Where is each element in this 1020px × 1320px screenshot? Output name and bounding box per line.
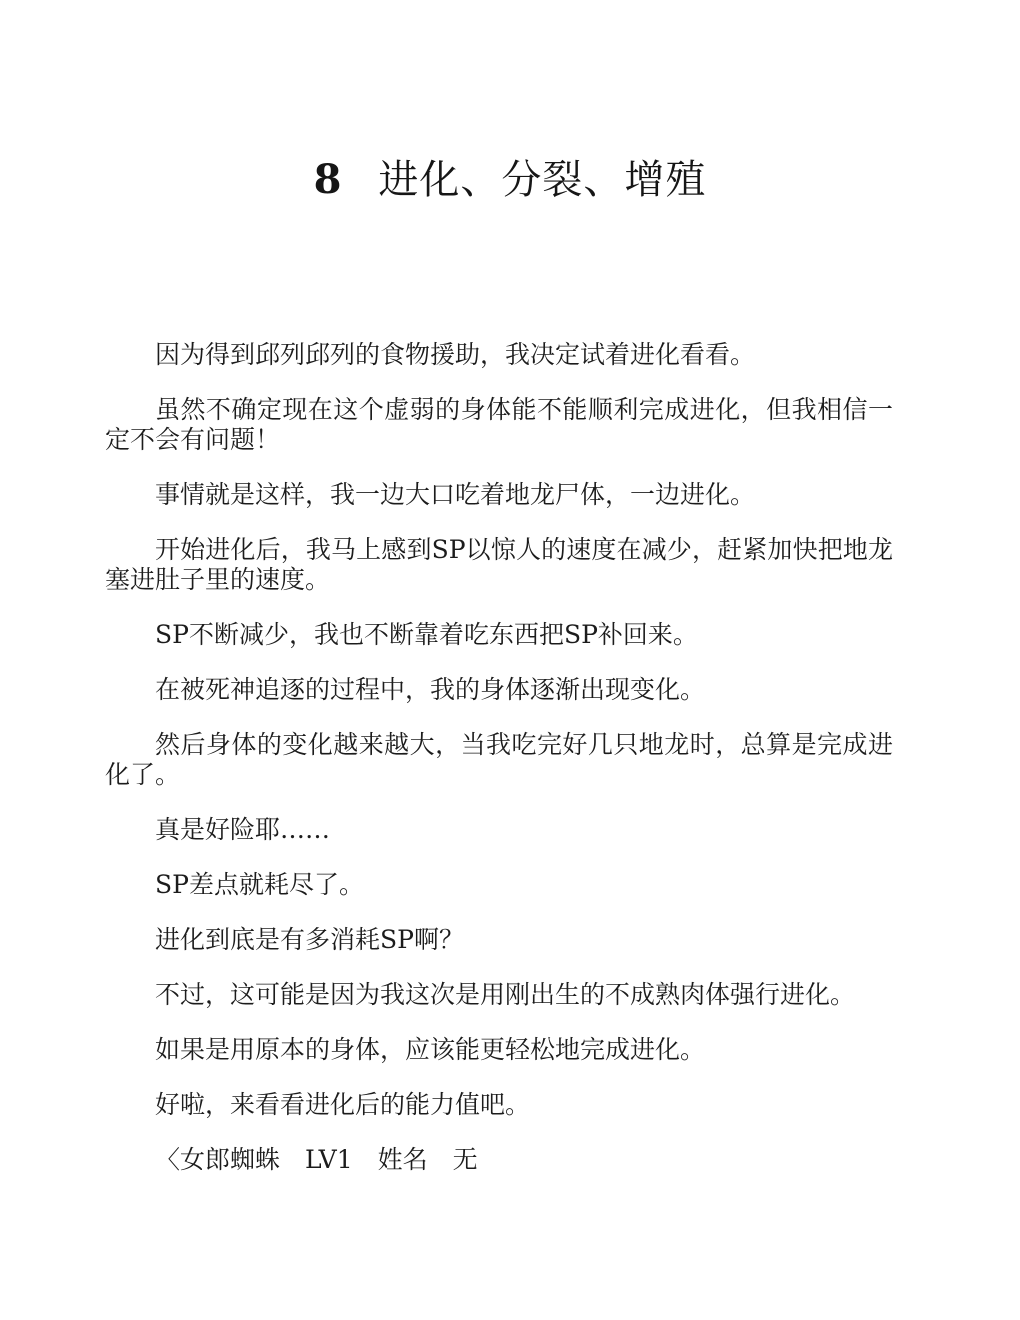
- paragraph: 〈女郎蜘蛛 LV1 姓名 无: [155, 1145, 478, 1174]
- paragraph: 如果是用原本的身体，应该能更轻松地完成进化。: [155, 1035, 706, 1064]
- paragraph: 进化到底是有多消耗SP啊？: [155, 925, 464, 954]
- chapter-title: 进化、分裂、增殖: [378, 157, 707, 203]
- chapter-number: 8: [313, 156, 343, 203]
- paragraph: 好啦，来看看进化后的能力值吧。: [155, 1090, 531, 1119]
- paragraph: 虽然不确定现在这个虚弱的身体能不能顺利完成进化，但我相信一定不会有问题！: [105, 395, 893, 454]
- paragraph: 因为得到邱列邱列的食物援助，我决定试着进化看看。: [155, 340, 756, 369]
- paragraph: 事情就是这样，我一边大口吃着地龙尸体，一边进化。: [155, 480, 756, 509]
- paragraph: 不过，这可能是因为我这次是用刚出生的不成熟肉体强行进化。: [155, 980, 856, 1009]
- paragraph: 然后身体的变化越来越大，当我吃完好几只地龙时，总算是完成进化了。: [105, 730, 893, 789]
- paragraph: SP不断减少，我也不断靠着吃东西把SP补回来。: [155, 620, 698, 649]
- paragraph: SP差点就耗尽了。: [155, 870, 364, 899]
- chapter-body: [105, 340, 893, 1175]
- paragraph: 在被死神追逐的过程中，我的身体逐渐出现变化。: [155, 675, 706, 704]
- chapter-heading: [0, 0, 1020, 204]
- paragraph: 真是好险耶……: [155, 815, 331, 844]
- paragraph: 开始进化后，我马上感到SP以惊人的速度在减少，赶紧加快把地龙塞进肚子里的速度。: [105, 535, 893, 594]
